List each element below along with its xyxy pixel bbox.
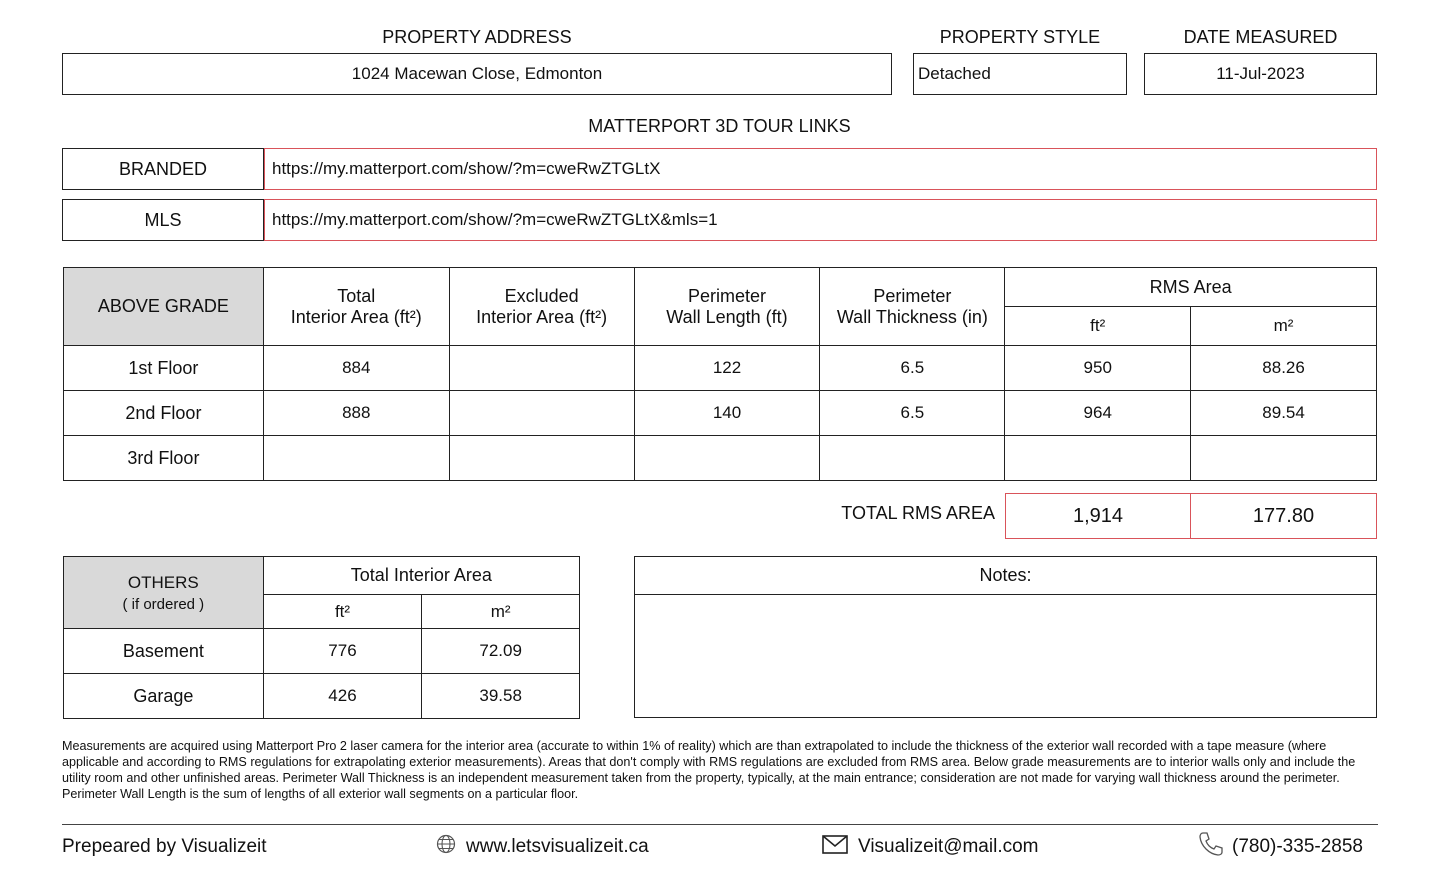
notes-area[interactable] xyxy=(635,595,1376,717)
phone-contact[interactable] xyxy=(1198,833,1363,861)
rms-m-cell: 89.54 xyxy=(1191,391,1377,436)
website-link[interactable]: www.letsvisualizeit.ca xyxy=(466,836,649,857)
others-subtitle: ( if ordered ) xyxy=(122,595,205,613)
floor-label: 1st Floor xyxy=(64,346,264,391)
perimeter-cell: 140 xyxy=(634,391,820,436)
branded-url-text[interactable]: https://my.matterport.com/show/?m=cweRwZTGLtX xyxy=(272,159,661,178)
total-rms-label: TOTAL RMS AREA xyxy=(841,503,995,523)
email-link[interactable]: Visualizeit@mail.com xyxy=(858,836,1039,857)
thickness-cell: 6.5 xyxy=(820,391,1005,436)
thickness-cell: 6.5 xyxy=(820,346,1005,391)
phone-icon xyxy=(1198,831,1224,863)
table-row xyxy=(64,346,1377,391)
notes-header: Notes: xyxy=(635,557,1376,595)
above-grade-heading: ABOVE GRADE xyxy=(64,268,264,346)
col-excluded-interior: Excluded Interior Area (ft²) xyxy=(449,268,634,346)
col-perimeter-length: Perimeter Wall Length (ft) xyxy=(634,268,820,346)
others-m-cell: 39.58 xyxy=(422,674,580,719)
table-row xyxy=(64,436,1377,481)
others-row-label: Basement xyxy=(64,629,264,674)
total-rms-ft: 1,914 xyxy=(1005,493,1191,539)
others-m-cell: 72.09 xyxy=(422,629,580,674)
total-area-cell xyxy=(263,436,449,481)
globe-icon xyxy=(436,834,456,860)
property-style-label: PROPERTY STYLE xyxy=(939,27,1101,47)
mls-url-text[interactable]: https://my.matterport.com/show/?m=cweRwZTGLtX&mls=1 xyxy=(272,210,718,229)
perimeter-cell: 122 xyxy=(634,346,820,391)
rms-ft-cell xyxy=(1005,436,1191,481)
col-rms-m: m² xyxy=(1191,307,1377,346)
excluded-area-cell xyxy=(449,436,634,481)
date-measured-field: 11-Jul-2023 xyxy=(1144,53,1377,95)
rms-ft-cell: 950 xyxy=(1005,346,1191,391)
table-row xyxy=(64,674,580,719)
notes-box xyxy=(634,556,1377,718)
prepared-by: Prepeared by Visualizeit xyxy=(62,836,267,857)
perimeter-cell xyxy=(634,436,820,481)
col-wall-thickness: Perimeter Wall Thickness (in) xyxy=(820,268,1005,346)
property-style-field: Detached xyxy=(913,53,1127,95)
mail-icon xyxy=(822,835,848,860)
above-grade-table xyxy=(63,267,1377,481)
website-contact[interactable] xyxy=(436,835,649,859)
others-table xyxy=(63,556,580,719)
col-rms-ft: ft² xyxy=(1005,307,1191,346)
excluded-area-cell xyxy=(449,346,634,391)
table-row xyxy=(64,629,580,674)
total-area-cell: 888 xyxy=(263,391,449,436)
others-row-label: Garage xyxy=(64,674,264,719)
others-ft-cell: 426 xyxy=(263,674,422,719)
floor-label: 3rd Floor xyxy=(64,436,264,481)
branded-url-link[interactable] xyxy=(264,148,1377,190)
date-measured-label: DATE MEASURED xyxy=(1183,27,1338,47)
email-contact[interactable] xyxy=(822,835,1039,859)
others-title: OTHERS xyxy=(127,572,199,592)
table-row xyxy=(64,391,1377,436)
total-rms-m: 177.80 xyxy=(1190,493,1377,539)
col-total-interior: Total Interior Area (ft²) xyxy=(263,268,449,346)
rms-ft-cell: 964 xyxy=(1005,391,1191,436)
others-col-ft: ft² xyxy=(263,595,422,629)
col-rms-area: RMS Area xyxy=(1005,268,1377,307)
phone-number[interactable]: (780)-335-2858 xyxy=(1232,836,1363,857)
mls-label: MLS xyxy=(62,199,264,241)
rms-m-cell xyxy=(1191,436,1377,481)
others-col-m: m² xyxy=(422,595,580,629)
floor-label: 2nd Floor xyxy=(64,391,264,436)
thickness-cell xyxy=(820,436,1005,481)
total-area-cell: 884 xyxy=(263,346,449,391)
property-address-field: 1024 Macewan Close, Edmonton xyxy=(62,53,892,95)
tour-links-title: MATTERPORT 3D TOUR LINKS xyxy=(588,116,851,136)
property-address-label: PROPERTY ADDRESS xyxy=(382,27,572,47)
disclaimer-text: Measurements are acquired using Matterport Pro 2 laser camera for the interior area (accurate to within 1% of reality) which are than extrapolated to include the thickness of the exterior wall recorded with a tape measure (where applicable and according to RMS regulations for extrapolating exterior measurements). Areas that don't comply with RMS regulations are excluded from RMS area. Below grade measurements are to interior walls only and include the utility room and other unfinished areas. Perimeter Wall Thickness is an independent measurement taken from the property, typically, at the main entrance; consideration are not made for varying wall thickness around the perimeter. Perimeter Wall Length is the sum of lengths of all exterior wall segments on a particular floor. xyxy=(62,739,1356,801)
mls-url-link[interactable] xyxy=(264,199,1377,241)
others-ft-cell: 776 xyxy=(263,629,422,674)
footer-divider xyxy=(62,824,1378,825)
branded-label: BRANDED xyxy=(62,148,264,190)
excluded-area-cell xyxy=(449,391,634,436)
others-col-total: Total Interior Area xyxy=(263,557,579,595)
others-heading xyxy=(64,557,264,629)
rms-m-cell: 88.26 xyxy=(1191,346,1377,391)
